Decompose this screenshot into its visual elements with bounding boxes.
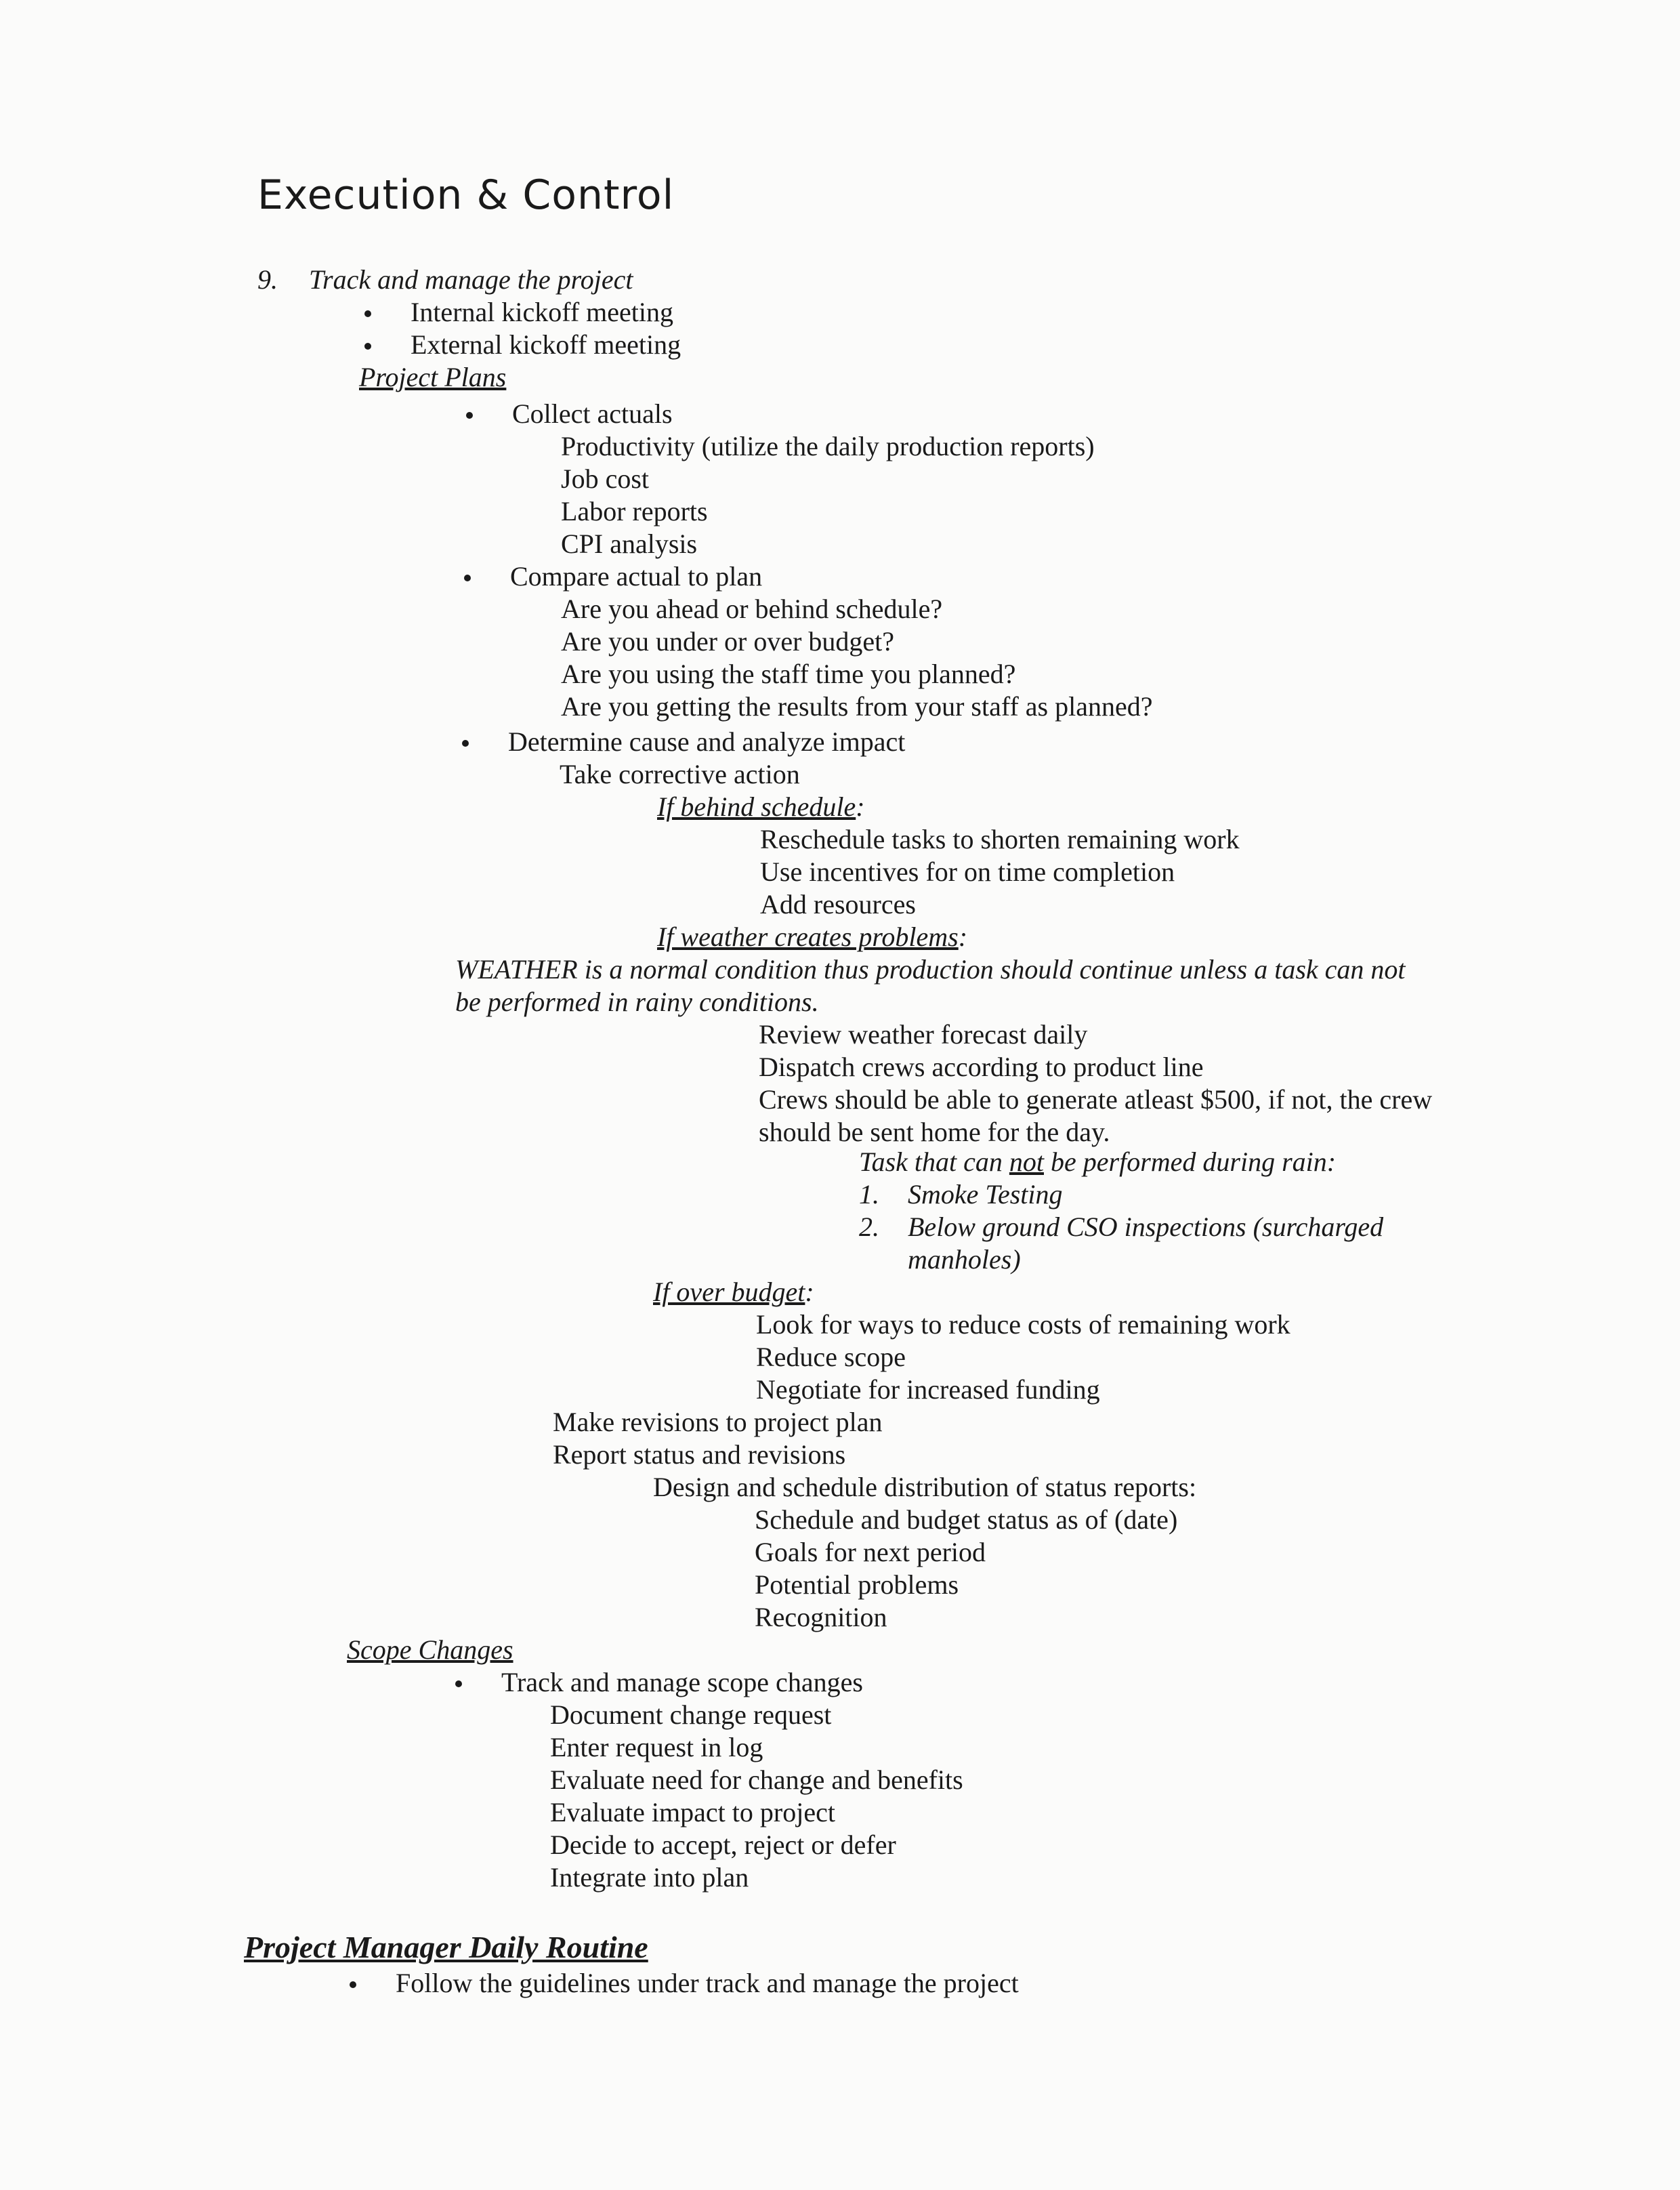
- list-item: Dispatch crews according to product line: [759, 1052, 1204, 1082]
- list-item: Evaluate impact to project: [550, 1797, 835, 1827]
- bullet-item: Follow the guidelines under track and manage the project: [396, 1968, 1019, 1998]
- list-item: Productivity (utilize the daily production reports): [561, 431, 1095, 461]
- list-item: Integrate into plan: [550, 1862, 749, 1893]
- item-number: 9.: [257, 264, 278, 295]
- list-item: Add resources: [760, 889, 916, 920]
- rain-heading-suffix: be performed during rain:: [1044, 1146, 1337, 1177]
- track-heading: Track and manage the project: [309, 264, 633, 295]
- corrective-action: Take corrective action: [560, 759, 800, 789]
- rain-item-number: 1.: [859, 1179, 879, 1210]
- bullet-item: External kickoff meeting: [411, 329, 681, 360]
- scope-changes-heading: Scope Changes: [347, 1634, 513, 1665]
- weather-label: If weather creates problems:: [657, 922, 968, 952]
- list-item: Are you ahead or behind schedule?: [561, 594, 943, 624]
- rain-item: Below ground CSO inspections (surcharged: [908, 1212, 1384, 1242]
- collect-actuals-label: Collect actuals: [512, 398, 673, 429]
- list-item: Are you under or over budget?: [561, 626, 895, 657]
- list-item: Recognition: [755, 1602, 887, 1632]
- list-item: Enter request in log: [550, 1732, 763, 1762]
- revisions-item: Make revisions to project plan: [553, 1407, 883, 1437]
- list-item: Schedule and budget status as of (date): [755, 1504, 1178, 1535]
- weather-note: WEATHER is a normal condition thus production should continue unless a task can not: [455, 954, 1406, 985]
- list-item: Potential problems: [755, 1569, 959, 1600]
- weather-label-text: If weather creates problems: [657, 922, 959, 952]
- list-item: Are you getting the results from your staff as planned?: [561, 691, 1153, 722]
- behind-schedule-label-text: If behind schedule: [657, 791, 856, 822]
- bullet-item: Internal kickoff meeting: [411, 297, 674, 327]
- rain-item-continued: manholes): [908, 1244, 1021, 1275]
- list-item: Goals for next period: [755, 1537, 986, 1567]
- list-item: Decide to accept, reject or defer: [550, 1830, 896, 1860]
- list-item: Look for ways to reduce costs of remaining work: [756, 1309, 1290, 1340]
- over-budget-label-text: If over budget: [653, 1277, 805, 1307]
- report-item: Report status and revisions: [553, 1439, 846, 1470]
- list-item: Use incentives for on time completion: [760, 856, 1175, 887]
- rain-item: Smoke Testing: [908, 1179, 1063, 1210]
- project-plans-heading: Project Plans: [359, 362, 507, 392]
- behind-schedule-label: If behind schedule:: [657, 791, 865, 822]
- scope-track-label: Track and manage scope changes: [501, 1667, 863, 1697]
- list-item: Job cost: [561, 463, 649, 494]
- rain-heading-prefix: Task that can: [859, 1146, 1009, 1177]
- list-item: Crews should be able to generate atleast $500, if not, the crew: [759, 1084, 1433, 1115]
- list-item: should be sent home for the day.: [759, 1117, 1110, 1147]
- list-item: Review weather forecast daily: [759, 1019, 1088, 1050]
- list-item: Labor reports: [561, 496, 708, 526]
- list-item: Are you using the staff time you planned?: [561, 659, 1016, 689]
- rain-heading: [859, 1146, 1336, 1178]
- page-title: Execution & Control: [257, 171, 675, 219]
- list-item: Reduce scope: [756, 1342, 906, 1372]
- list-item: CPI analysis: [561, 529, 698, 559]
- list-item: Negotiate for increased funding: [756, 1374, 1100, 1405]
- compare-label: Compare actual to plan: [510, 561, 763, 592]
- list-item: Reschedule tasks to shorten remaining work: [760, 824, 1240, 854]
- list-item: Evaluate need for change and benefits: [550, 1764, 963, 1795]
- weather-note: be performed in rainy conditions.: [455, 987, 819, 1017]
- rain-heading-not: not: [1009, 1146, 1044, 1177]
- list-item: Document change request: [550, 1699, 832, 1730]
- daily-routine-heading: Project Manager Daily Routine: [244, 1930, 648, 1964]
- rain-item-number: 2.: [859, 1212, 879, 1242]
- determine-label: Determine cause and analyze impact: [508, 726, 906, 757]
- design-item: Design and schedule distribution of status reports:: [653, 1472, 1197, 1502]
- over-budget-label: If over budget:: [653, 1277, 814, 1307]
